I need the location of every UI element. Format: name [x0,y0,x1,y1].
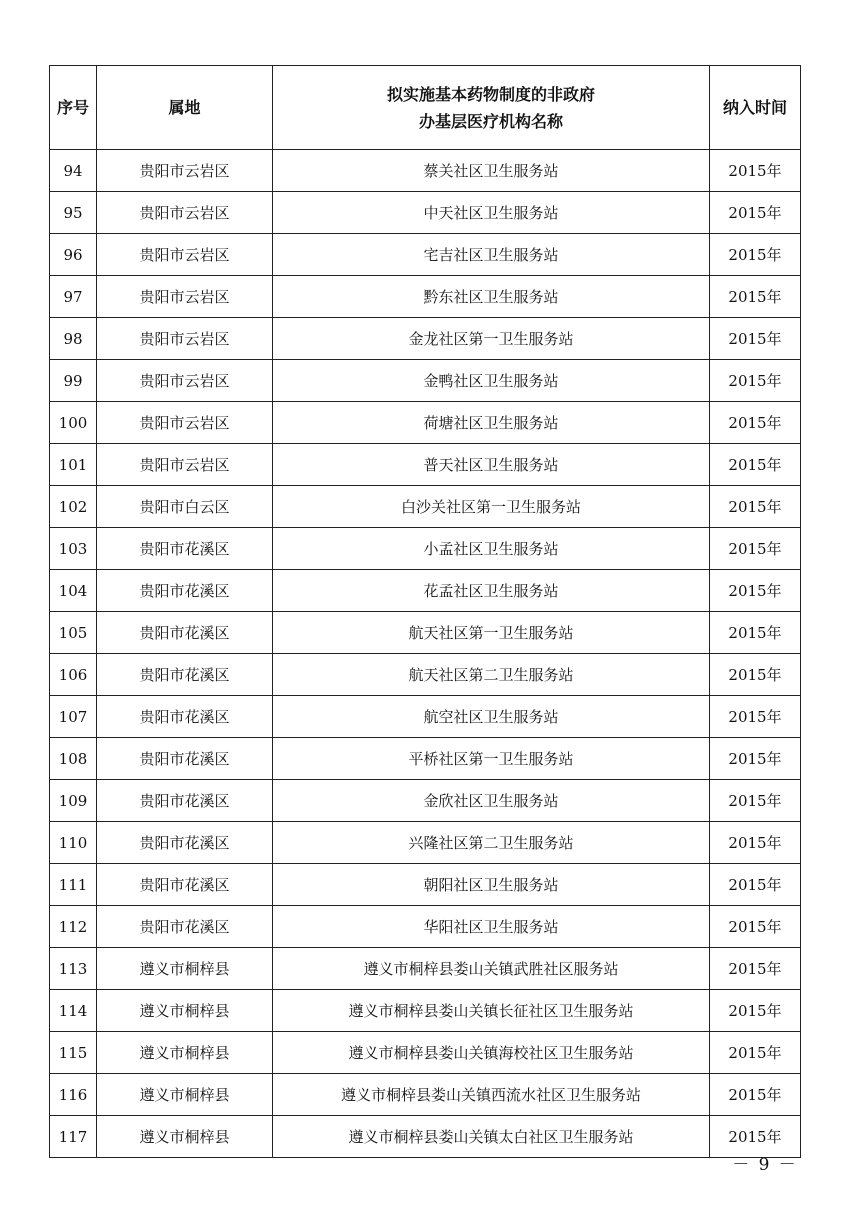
cell-location: 贵阳市花溪区 [97,738,273,780]
cell-name: 金龙社区第一卫生服务站 [273,318,710,360]
table-row [50,906,801,948]
cell-time: 2015年 [710,150,801,192]
cell-time: 2015年 [710,528,801,570]
cell-no: 110 [50,822,97,864]
cell-no: 102 [50,486,97,528]
table-row [50,1074,801,1116]
table-row [50,486,801,528]
cell-time: 2015年 [710,738,801,780]
cell-name: 华阳社区卫生服务站 [273,906,710,948]
header-name-line1: 拟实施基本药物制度的非政府 [386,84,595,104]
header-location: 属地 [97,66,273,150]
table-row [50,276,801,318]
table-row [50,318,801,360]
cell-location: 贵阳市云岩区 [97,444,273,486]
cell-time: 2015年 [710,948,801,990]
cell-no: 113 [50,948,97,990]
cell-no: 107 [50,696,97,738]
cell-location: 遵义市桐梓县 [97,990,273,1032]
header-name [273,66,710,150]
cell-no: 109 [50,780,97,822]
cell-name: 普天社区卫生服务站 [273,444,710,486]
cell-no: 96 [50,234,97,276]
cell-no: 95 [50,192,97,234]
cell-time: 2015年 [710,780,801,822]
cell-time: 2015年 [710,1074,801,1116]
table-row [50,1032,801,1074]
cell-no: 103 [50,528,97,570]
cell-location: 贵阳市花溪区 [97,528,273,570]
table-row [50,948,801,990]
cell-location: 贵阳市花溪区 [97,696,273,738]
cell-location: 贵阳市云岩区 [97,234,273,276]
institution-table [49,65,801,1158]
cell-location: 贵阳市云岩区 [97,402,273,444]
cell-location: 贵阳市花溪区 [97,864,273,906]
table-row [50,822,801,864]
cell-name: 金欣社区卫生服务站 [273,780,710,822]
cell-location: 遵义市桐梓县 [97,948,273,990]
cell-time: 2015年 [710,234,801,276]
cell-location: 遵义市桐梓县 [97,1116,273,1158]
cell-name: 遵义市桐梓县娄山关镇武胜社区服务站 [273,948,710,990]
table-row [50,192,801,234]
table-row [50,444,801,486]
cell-location: 贵阳市云岩区 [97,150,273,192]
cell-time: 2015年 [710,822,801,864]
table-row [50,654,801,696]
table-row [50,150,801,192]
cell-time: 2015年 [710,192,801,234]
cell-no: 97 [50,276,97,318]
cell-location: 遵义市桐梓县 [97,1074,273,1116]
cell-name: 小孟社区卫生服务站 [273,528,710,570]
table-row [50,990,801,1032]
cell-no: 106 [50,654,97,696]
cell-name: 航天社区第一卫生服务站 [273,612,710,654]
cell-no: 108 [50,738,97,780]
table-row [50,1116,801,1158]
cell-no: 105 [50,612,97,654]
cell-name: 荷塘社区卫生服务站 [273,402,710,444]
cell-time: 2015年 [710,696,801,738]
cell-time: 2015年 [710,1032,801,1074]
cell-name: 中天社区卫生服务站 [273,192,710,234]
cell-name: 金鸭社区卫生服务站 [273,360,710,402]
cell-location: 贵阳市花溪区 [97,822,273,864]
cell-location: 贵阳市云岩区 [97,192,273,234]
cell-name: 花孟社区卫生服务站 [273,570,710,612]
table-row [50,780,801,822]
cell-name: 朝阳社区卫生服务站 [273,864,710,906]
cell-time: 2015年 [710,612,801,654]
cell-location: 贵阳市花溪区 [97,780,273,822]
cell-time: 2015年 [710,864,801,906]
cell-time: 2015年 [710,990,801,1032]
cell-location: 贵阳市花溪区 [97,570,273,612]
cell-time: 2015年 [710,276,801,318]
cell-name: 遵义市桐梓县娄山关镇太白社区卫生服务站 [273,1116,710,1158]
header-time: 纳入时间 [710,66,801,150]
cell-name: 遵义市桐梓县娄山关镇长征社区卫生服务站 [273,990,710,1032]
cell-time: 2015年 [710,444,801,486]
cell-name: 遵义市桐梓县娄山关镇西流水社区卫生服务站 [273,1074,710,1116]
cell-time: 2015年 [710,906,801,948]
cell-no: 114 [50,990,97,1032]
table-body [50,150,801,1158]
cell-no: 115 [50,1032,97,1074]
page-number: － 9 － [732,1155,798,1175]
table-row [50,570,801,612]
cell-no: 100 [50,402,97,444]
cell-no: 117 [50,1116,97,1158]
cell-no: 94 [50,150,97,192]
cell-time: 2015年 [710,1116,801,1158]
cell-time: 2015年 [710,402,801,444]
table-header-row [50,66,801,150]
header-no: 序号 [50,66,97,150]
cell-location: 贵阳市花溪区 [97,906,273,948]
table-row [50,528,801,570]
table-row [50,612,801,654]
cell-no: 98 [50,318,97,360]
cell-time: 2015年 [710,654,801,696]
header-name-line2: 办基层医疗机构名称 [418,111,563,131]
cell-time: 2015年 [710,570,801,612]
cell-location: 遵义市桐梓县 [97,1032,273,1074]
cell-name: 蔡关社区卫生服务站 [273,150,710,192]
cell-location: 贵阳市花溪区 [97,612,273,654]
cell-no: 104 [50,570,97,612]
cell-name: 白沙关社区第一卫生服务站 [273,486,710,528]
cell-name: 平桥社区第一卫生服务站 [273,738,710,780]
cell-time: 2015年 [710,360,801,402]
cell-no: 99 [50,360,97,402]
cell-location: 贵阳市云岩区 [97,360,273,402]
table-row [50,738,801,780]
table-row [50,360,801,402]
cell-time: 2015年 [710,486,801,528]
cell-name: 航空社区卫生服务站 [273,696,710,738]
cell-name: 遵义市桐梓县娄山关镇海校社区卫生服务站 [273,1032,710,1074]
table-row [50,696,801,738]
cell-name: 宅吉社区卫生服务站 [273,234,710,276]
cell-name: 航天社区第二卫生服务站 [273,654,710,696]
table-row [50,234,801,276]
cell-no: 112 [50,906,97,948]
cell-location: 贵阳市云岩区 [97,318,273,360]
cell-no: 111 [50,864,97,906]
table-row [50,864,801,906]
cell-location: 贵阳市花溪区 [97,654,273,696]
cell-no: 101 [50,444,97,486]
cell-time: 2015年 [710,318,801,360]
cell-name: 黔东社区卫生服务站 [273,276,710,318]
cell-location: 贵阳市白云区 [97,486,273,528]
cell-no: 116 [50,1074,97,1116]
cell-location: 贵阳市云岩区 [97,276,273,318]
cell-name: 兴隆社区第二卫生服务站 [273,822,710,864]
table-row [50,402,801,444]
